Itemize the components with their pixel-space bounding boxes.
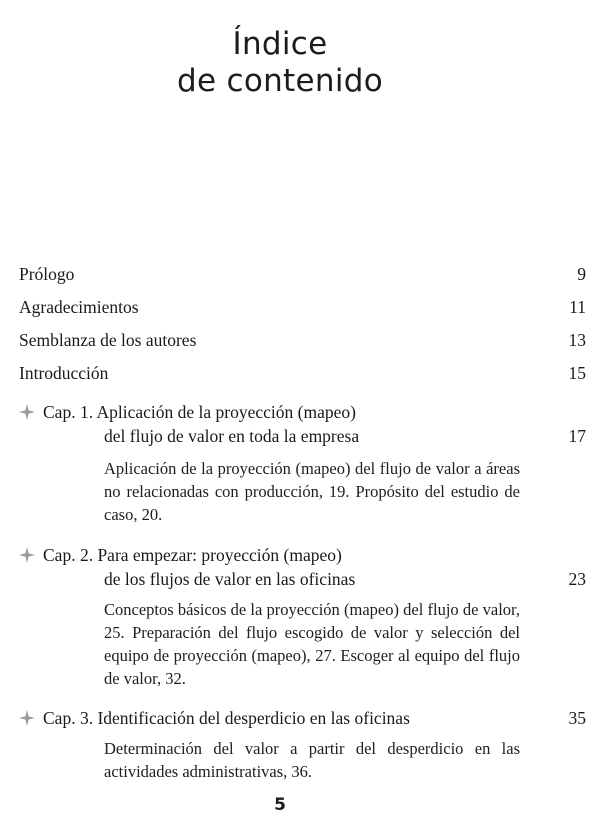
chapter-summary: Determinación del valor a partir del desperdicio en las actividades administrativas, 36. xyxy=(104,739,520,781)
chapter-summary: Aplicación de la proyección (mapeo) del flujo de valor a áreas no relacionadas con producción, 19. Propósito del estudio de caso, 20. xyxy=(104,459,520,524)
toc-entry-label: Agradecimientos xyxy=(19,297,139,317)
chapter-title-line-2: del flujo de valor en toda la empresa xyxy=(104,426,360,446)
toc-entry-label: Introducción xyxy=(19,363,109,383)
chapter-summary: Conceptos básicos de la proyección (mapeo) del flujo de valor, 25. Preparación del flujo escogido de valor y selección del equipo de proyección (mapeo), 27. Escoger al equipo del flujo de valor, 32. xyxy=(104,600,520,688)
chapter-title-line-1: Cap. 1. Aplicación de la proyección (mapeo) xyxy=(43,402,356,422)
chapter-page: 35 xyxy=(568,708,586,728)
title-line-1: Índice xyxy=(232,26,328,62)
toc-entry-label: Semblanza de los autores xyxy=(19,330,197,350)
toc-entry-page: 11 xyxy=(569,297,586,317)
toc-entry-page: 9 xyxy=(577,264,586,284)
page-number: 5 xyxy=(274,795,286,815)
chapter-page: 23 xyxy=(568,569,586,589)
title-line-2: de contenido xyxy=(177,63,383,99)
chapter-page: 17 xyxy=(568,426,586,446)
toc-entry-label: Prólogo xyxy=(19,264,75,284)
chapter-title-line-1: Cap. 3. Identificación del desperdicio en las oficinas xyxy=(43,708,410,728)
chapter-title-line-1: Cap. 2. Para empezar: proyección (mapeo) xyxy=(43,545,342,565)
toc-entry-page: 15 xyxy=(568,363,586,383)
four-point-star-icon xyxy=(19,710,35,726)
page-title xyxy=(0,26,560,100)
chapter-title-line-2: de los flujos de valor en las oficinas xyxy=(104,569,356,589)
four-point-star-icon xyxy=(19,547,35,563)
four-point-star-icon xyxy=(19,404,35,420)
toc-entry-page: 13 xyxy=(568,330,586,350)
